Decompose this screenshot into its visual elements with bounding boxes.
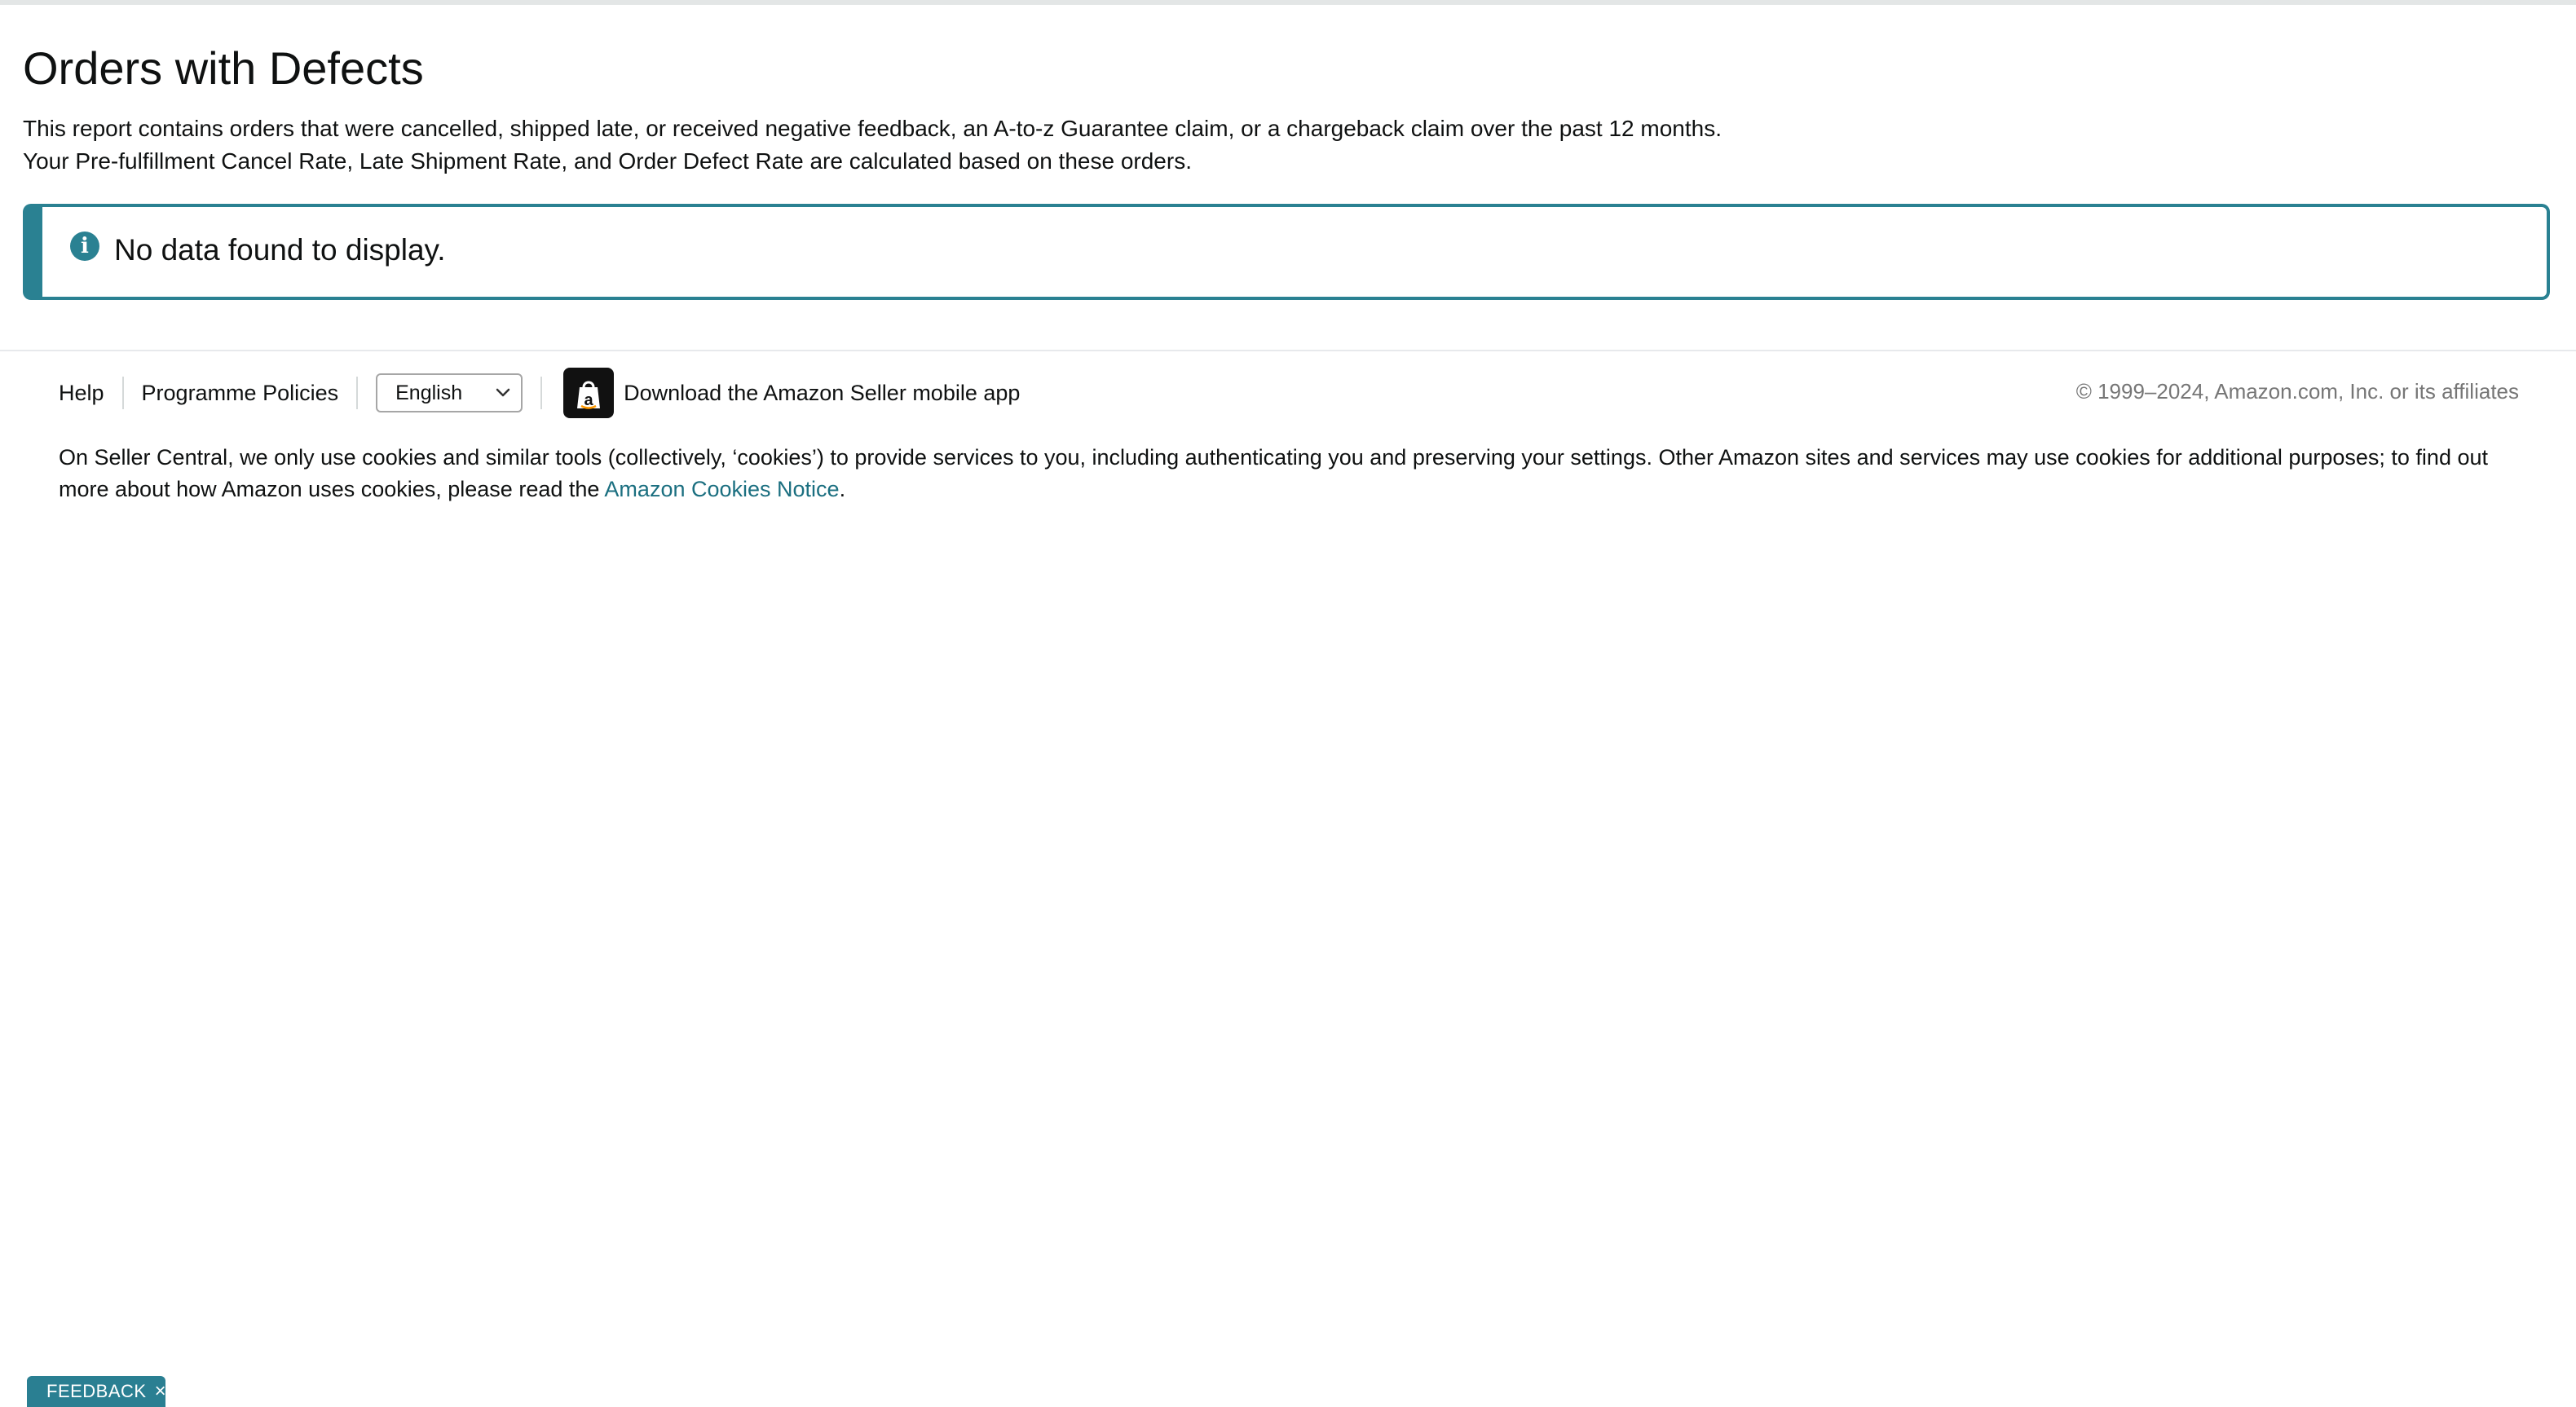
- cookie-notice-suffix: .: [839, 477, 846, 501]
- description-line: Your Pre-fulfillment Cancel Rate, Late Shipment Rate, and Order Defect Rate are calculated based on these orders.: [23, 148, 1192, 174]
- top-divider: [0, 0, 2576, 5]
- description-line: This report contains orders that were cancelled, shipped late, or received negative feedback, an A-to-z Guarantee claim, or a chargeback claim over the past 12 months.: [23, 116, 1722, 141]
- svg-text:a: a: [584, 391, 593, 409]
- programme-policies-link[interactable]: Programme Policies: [141, 380, 339, 405]
- chevron-down-icon: [495, 387, 511, 399]
- download-app-link[interactable]: [542, 368, 1020, 418]
- no-data-alert: [23, 204, 2550, 300]
- language-selected-value: English: [395, 381, 463, 404]
- footer-separator: [356, 377, 358, 409]
- copyright-text: © 1999–2024, Amazon.com, Inc. or its affiliates: [2075, 379, 2519, 404]
- alert-message: No data found to display.: [114, 233, 446, 267]
- amazon-cookies-notice-link[interactable]: Amazon Cookies Notice: [604, 477, 840, 501]
- language-select[interactable]: [376, 373, 523, 412]
- cookie-notice-text: On Seller Central, we only use cookies and similar tools (collectively, ‘cookies’) to provide services to you, including authenticating you and preserving your settings. Other Amazon sites and services may use cookies for additional purposes; to find out more about how Amazon uses cookies, please read the: [59, 445, 2488, 501]
- amazon-app-icon: [563, 368, 614, 418]
- footer-divider: [0, 350, 2576, 351]
- cookie-notice: [59, 442, 2529, 505]
- page-title: Orders with Defects: [23, 42, 424, 94]
- download-app-label: Download the Amazon Seller mobile app: [624, 380, 1021, 405]
- info-icon: i: [70, 232, 99, 261]
- feedback-button[interactable]: [27, 1376, 165, 1407]
- close-icon[interactable]: ×: [154, 1380, 166, 1402]
- report-description: [23, 112, 1722, 178]
- feedback-label: FEEDBACK: [46, 1381, 147, 1401]
- help-link[interactable]: Help: [59, 380, 104, 405]
- footer-nav: [41, 368, 1020, 417]
